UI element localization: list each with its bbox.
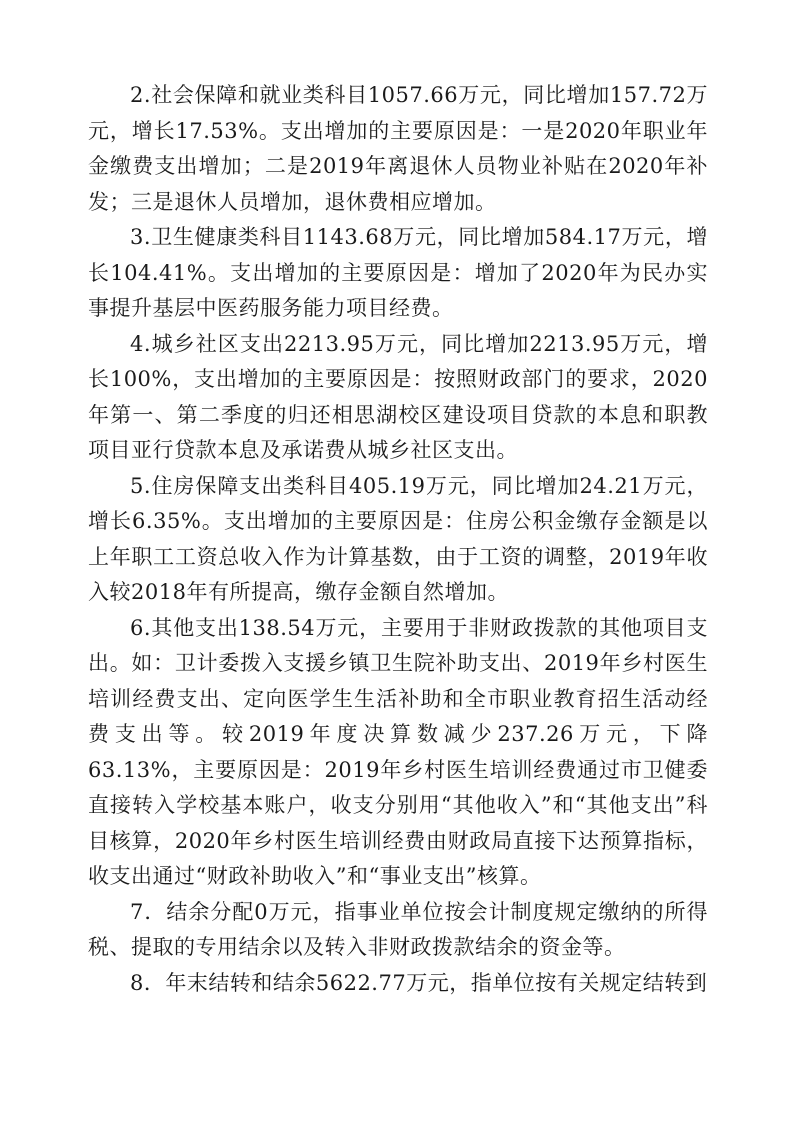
paragraph-other-expenditure: 6.其他支出138.54万元，主要用于非财政拨款的其他项目支出。如：卫计委拨入支援乡镇卫生院补助支出、2019年乡村医生培训经费支出、定向医学生生活补助和全市职业教育招生活动经费支出等。较2019年度决算数减少237.26万元，下降63.13%，主要原因是：2019年乡村医生培训经费通过市卫健委直接转入学校基本账户，收支分别用“其他收入”和“其他支出”科目核算，2020年乡村医生培训经费由财政局直接下达预算指标，收支出通过“财政补助收入”和“事业支出”核算。 (88, 615, 708, 888)
paragraph-housing: 5.住房保障支出类科目405.19万元，同比增加24.21万元，增长6.35%。支出增加的主要原因是：住房公积金缴存金额是以上年职工工资总收入作为计算基数，由于工资的调整，2019年收入较2018年有所提高，缴存金额自然增加。 (88, 473, 708, 604)
paragraph-year-end-carryover: 8．年末结转和结余5622.77万元，指单位按有关规定结转到 (130, 970, 708, 995)
paragraph-surplus-distribution: 7．结余分配0万元，指事业单位按会计制度规定缴纳的所得税、提取的专用结余以及转入非财政拨款结余的资金等。 (88, 899, 708, 959)
document-body (88, 78, 708, 1001)
paragraph-health: 3.卫生健康类科目1143.68万元，同比增加584.17万元，增长104.41%。支出增加的主要原因是：增加了2020年为民办实事提升基层中医药服务能力项目经费。 (88, 225, 708, 320)
paragraph-urban-rural-community: 4.城乡社区支出2213.95万元，同比增加2213.95万元，增长100%，支出增加的主要原因是：按照财政部门的要求，2020年第一、第二季度的归还相思湖校区建设项目贷款的本息和职教项目亚行贷款本息及承诺费从城乡社区支出。 (88, 331, 708, 462)
paragraph-social-security: 2.社会保障和就业类科目1057.66万元，同比增加157.72万元，增长17.53%。支出增加的主要原因是：一是2020年职业年金缴费支出增加；二是2019年离退休人员物业补贴在2020年补发；三是退休人员增加，退休费相应增加。 (88, 83, 708, 214)
